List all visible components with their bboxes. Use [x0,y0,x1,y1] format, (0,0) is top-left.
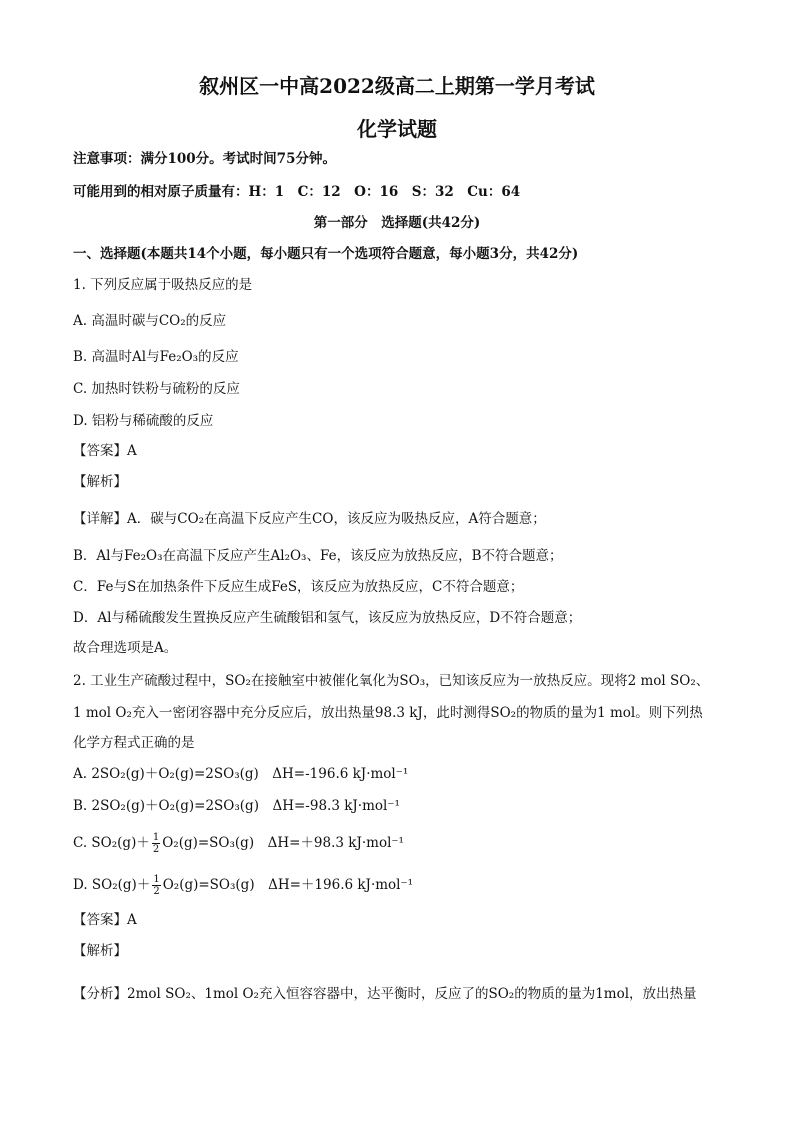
q1-option-c: C. 加热时铁粉与硫粉的反应 [73,381,240,397]
q2-answer: 【答案】A [73,912,137,928]
q2-stem-line3: 化学方程式正确的是 [73,735,195,751]
q1-conclusion: 故合理选项是A。 [73,640,178,656]
q1-analysis-label: 【解析】 [73,474,127,490]
q1-detail-a: 【详解】A．碳与CO₂在高温下反应产生CO，该反应为吸热反应，A符合题意； [73,511,546,527]
q1-option-d: D. 铝粉与稀硫酸的反应 [73,413,214,429]
q1-detail-b: B．Al与Fe₂O₃在高温下反应产生Al₂O₃、Fe，该反应为放热反应，B不符合题意； [73,548,563,564]
section-title: 一、选择题(本题共14个小题，每小题只有一个选项符合题意，每小题3分，共42分) [73,246,579,262]
fraction-one-half: $\frac{1}{2}$ [153,874,160,897]
q1-answer: 【答案】A [73,443,137,459]
q1-option-a: A. 高温时碳与CO₂的反应 [73,313,227,329]
q2-option-c: C. SO₂(g)＋ $\frac{1}{2}$ O₂(g)=SO₃(g) ΔH=＋98.3 kJ·mol⁻¹ [73,832,404,855]
exam-title: 叙州区一中高2022级高二上期第一学月考试 [199,74,595,98]
formula-co2: CO₂ [177,511,205,527]
q2-analysis-label: 【解析】 [73,943,127,959]
formula-co2: CO₂ [158,313,186,329]
q2-option-d: D. SO₂(g)＋ $\frac{1}{2}$ O₂(g)=SO₃(g) ΔH=＋196.6 kJ·mol⁻¹ [73,874,414,897]
q2-option-b: B. 2SO₂(g)＋O₂(g)=2SO₃(g) ΔH=-98.3 kJ·mol⁻¹ [73,798,400,814]
q2-stem-line2: 1 mol O₂充入一密闭容器中充分反应后，放出热量98.3 kJ，此时测得SO₂的物质的量为1 mol。则下列热 [73,705,703,721]
q2-option-a: A. 2SO₂(g)＋O₂(g)=2SO₃(g) ΔH=-196.6 kJ·mol⁻¹ [73,766,409,782]
formula-fe2o3: Fe₂O₃ [159,349,199,365]
q2-stem-line1: 2. 工业生产硫酸过程中，SO₂在接触室中被催化氧化为SO₃，已知该反应为一放热反应。现将2 mol SO₂、 [73,673,710,689]
q2-fenxi: 【分析】2mol SO₂、1mol O₂充入恒容容器中，达平衡时，反应了的SO₂的物质的量为1mol，放出热量 [73,986,697,1002]
q1-detail-c: C．Fe与S在加热条件下反应生成FeS，该反应为放热反应，C不符合题意； [73,579,524,595]
atomic-mass-line: 可能用到的相对原子质量有：H：1 C：12 O：16 S：32 Cu：64 [73,184,521,200]
q1-stem: 1. 下列反应属于吸热反应的是 [73,277,253,293]
formula-fe2o3: Fe₂O₃ [124,548,163,564]
part-title: 第一部分 选择题(共42分) [313,215,481,231]
q1-detail-d: D．Al与稀硫酸发生置换反应产生硫酸铝和氢气，该反应为放热反应，D不符合题意； [73,610,582,626]
q1-option-b: B. 高温时Al与Fe₂O₃的反应 [73,349,239,365]
notice-line: 注意事项：满分100分。考试时间75分钟。 [73,151,336,167]
exam-subtitle: 化学试题 [357,117,437,141]
fraction-one-half: $\frac{1}{2}$ [152,832,160,855]
